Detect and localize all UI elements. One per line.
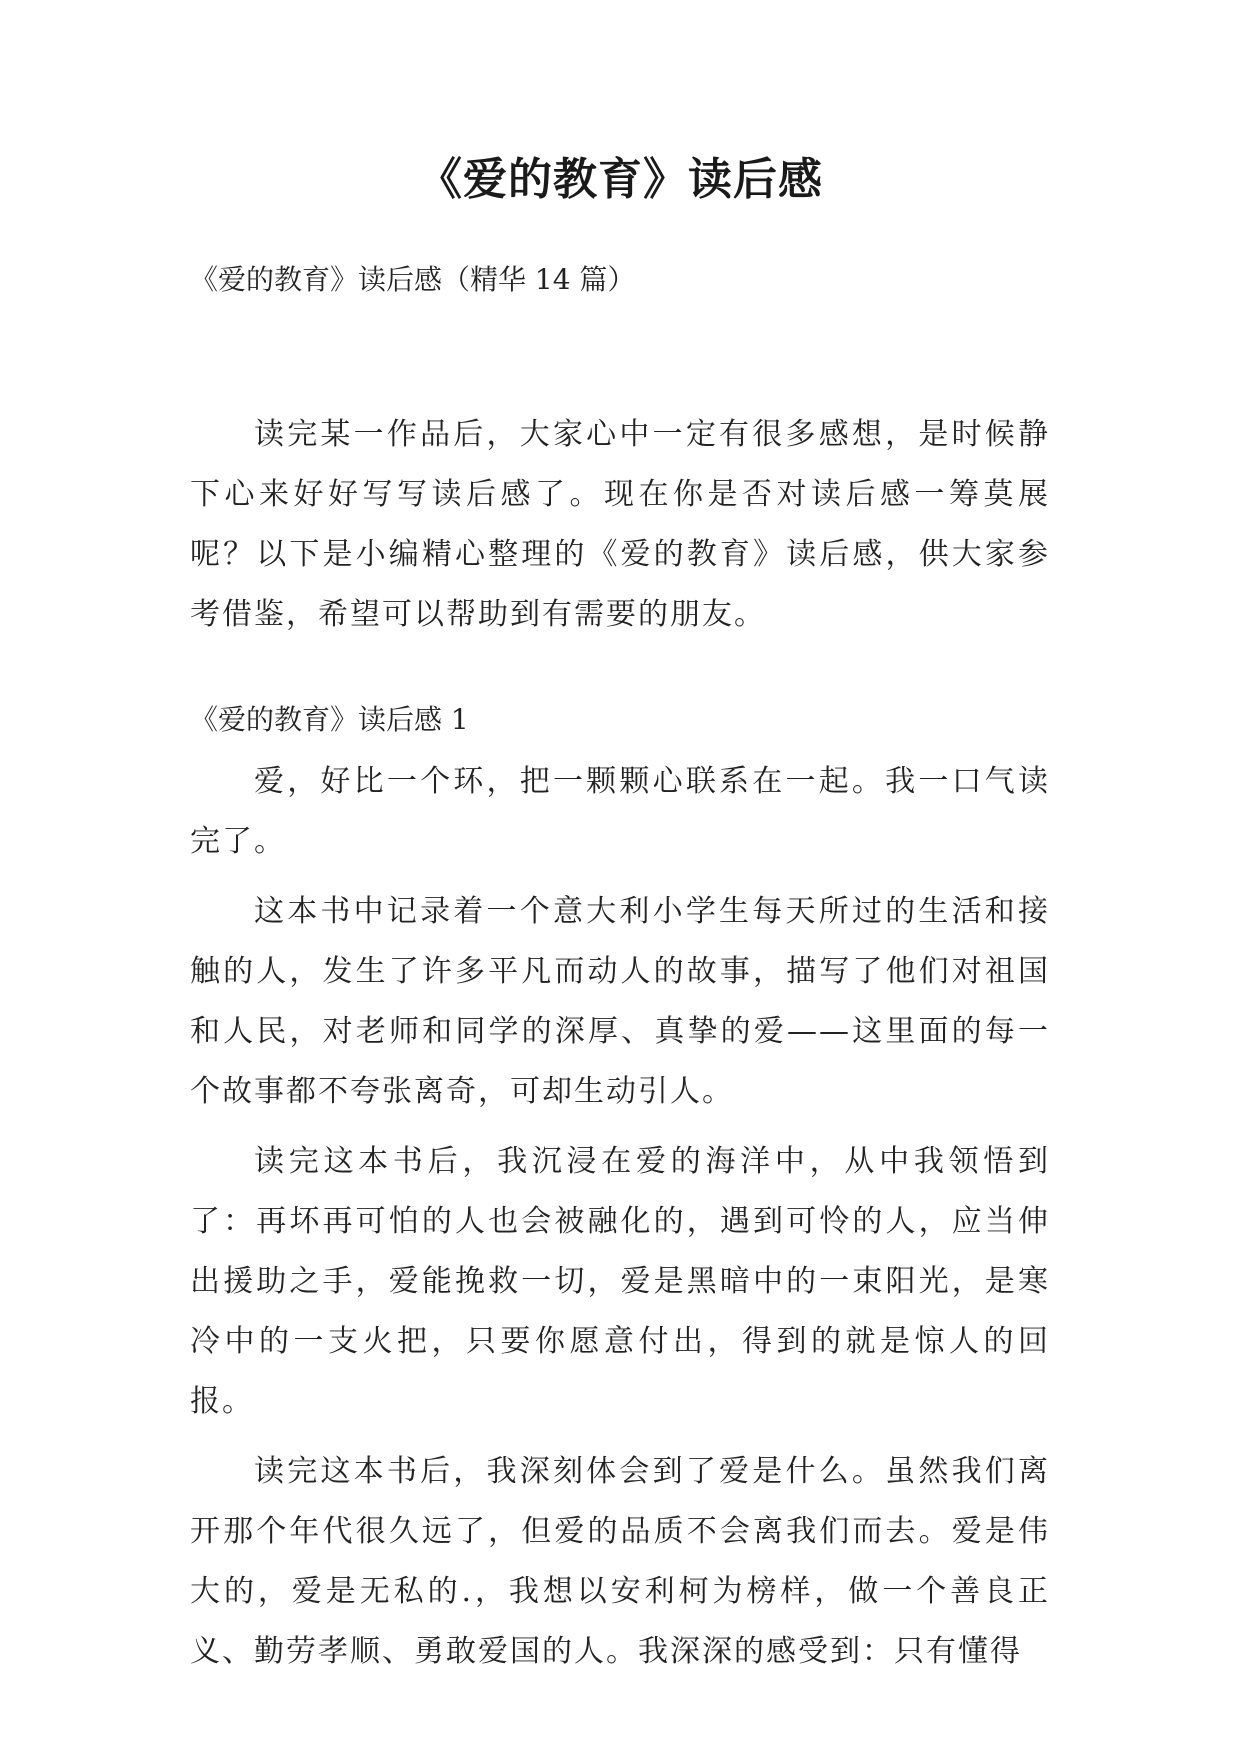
intro-paragraph: 读完某一作品后，大家心中一定有很多感想，是时候静下心来好好写写读后感了。现在你是否对读后感一筹莫展呢？以下是小编精心整理的《爱的教育》读后感，供大家参考借鉴，希望可以帮助到有需要的朋友。 [190, 417, 1050, 632]
section-body [190, 752, 1050, 1692]
document-title: 《爱的教育》读后感 [418, 154, 823, 205]
section-heading: 《爱的教育》读后感 1 [190, 703, 469, 736]
document-subtitle: 《爱的教育》读后感（精华 14 篇） [190, 263, 636, 296]
paragraph: 读完这本书后，我沉浸在爱的海洋中，从中我领悟到了：再坏再可怕的人也会被融化的，遇到可怜的人，应当伸出援助之手，爱能挽救一切，爱是黑暗中的一束阳光，是寒冷中的一支火把，只要你愿意付出，得到的就是惊人的回报。 [190, 1144, 1050, 1419]
intro-section [190, 405, 1050, 655]
paragraph: 读完这本书后，我深刻体会到了爱是什么。虽然我们离开那个年代很久远了，但爱的品质不会离我们而去。爱是伟大的，爱是无私的.，我想以安利柯为榜样，做一个善良正义、勤劳孝顺、勇敢爱国的人。我深深的感受到：只有懂得 [190, 1454, 1050, 1669]
paragraph: 爱，好比一个环，把一颗颗心联系在一起。我一口气读完了。 [190, 764, 1050, 859]
paragraph: 这本书中记录着一个意大利小学生每天所过的生活和接触的人，发生了许多平凡而动人的故事，描写了他们对祖国和人民，对老师和同学的深厚、真挚的爱——这里面的每一个故事都不夸张离奇，可却生动引人。 [190, 894, 1050, 1109]
